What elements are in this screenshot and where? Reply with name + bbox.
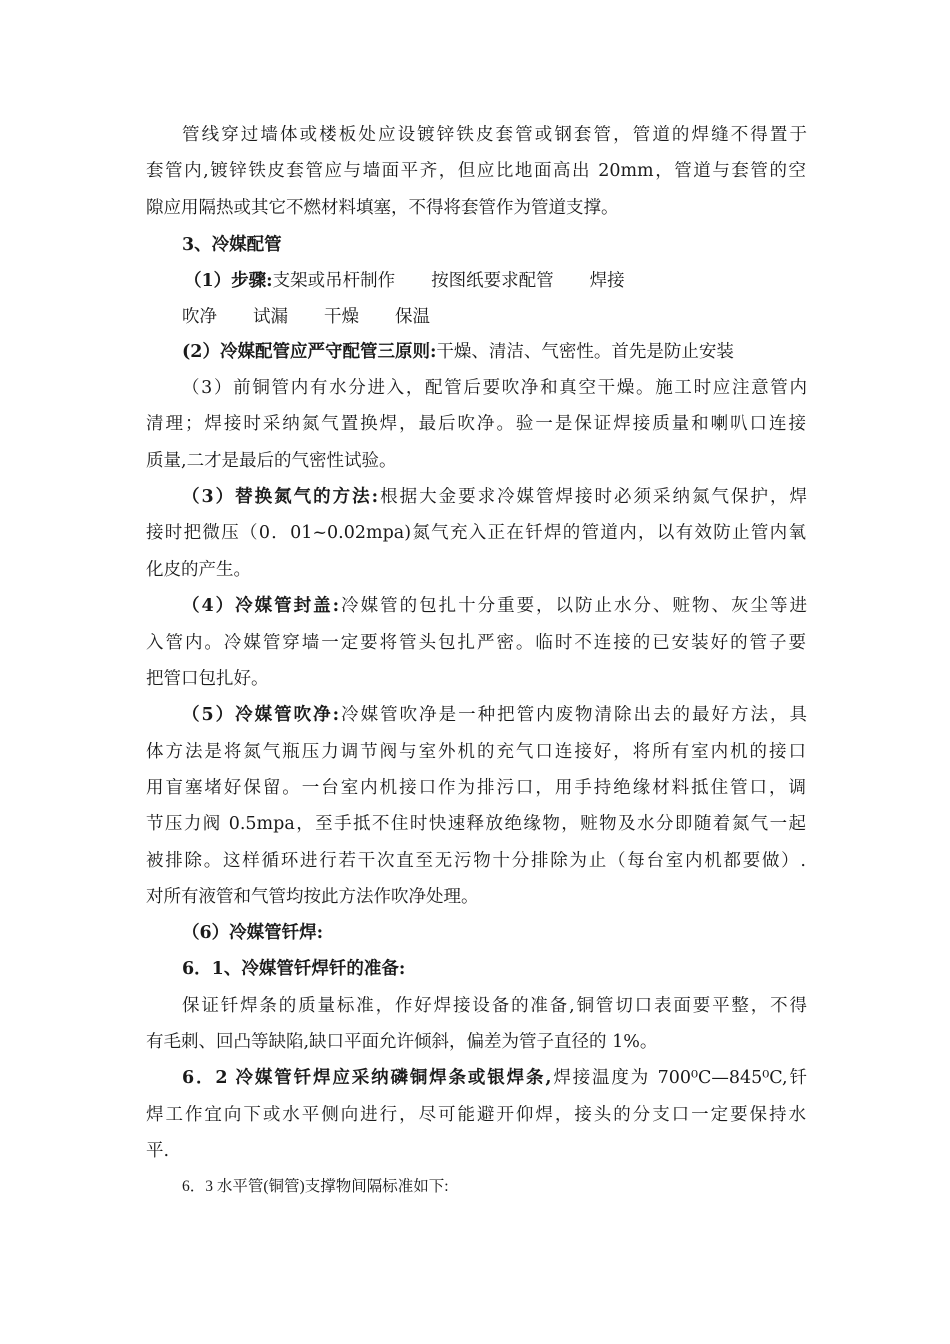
method-label: （3）替换氮气的方法: (182, 487, 379, 507)
paragraph-line: 被排除。这样循环进行若干次直至无污物十分排除为止（每台室内机都要做）. (146, 851, 806, 871)
step-item: 支架或吊杆制作 (272, 271, 396, 291)
step-item: 干燥 (324, 307, 359, 327)
section-heading: 6．1、冷媒管钎焊钎的准备: (182, 959, 406, 979)
paragraph-line: 套管内,镀锌铁皮套管应与墙面平齐，但应比地面高出 20mm，管道与套管的空 (146, 161, 806, 181)
steps-line (182, 306, 842, 328)
section-heading: 6．3 水平管(铜管)支撑物间隔标准如下: (182, 1178, 449, 1195)
paragraph-line: 入管内。冷媒管穿墙一定要将管头包扎严密。临时不连接的已安装好的管子要 (146, 633, 806, 653)
paragraph-line: 用盲塞堵好保留。一台室内机接口作为排污口，用手持绝缘材料抵住管口，调 (146, 778, 806, 798)
paragraph-line: 管线穿过墙体或楼板处应设镀锌铁皮套管或钢套管，管道的焊缝不得置于 (182, 125, 807, 145)
paragraph-line: 平. (146, 1141, 170, 1161)
paragraph-line: （5）冷媒管吹净:冷媒管吹净是一种把管内废物清除出去的最好方法，具 (182, 705, 808, 725)
purge-label: （5）冷媒管吹净: (182, 705, 340, 725)
step-item: 试漏 (253, 307, 288, 327)
principle-label: (2）冷媒配管应严守配管三原则: (182, 342, 437, 362)
paragraph-line: 体方法是将氮气瓶压力调节阀与室外机的充气口连接好，将所有室内机的接口 (146, 742, 806, 762)
paragraph-line: 把管口包扎好。 (146, 669, 269, 689)
paragraph-line: 保证钎焊条的质量标准，作好焊接设备的准备,铜管切口表面要平整，不得 (182, 996, 807, 1016)
seal-label: （4）冷媒管封盖: (182, 596, 340, 616)
step-item: 吹净 (182, 307, 217, 327)
paragraph-line: 质量,二才是最后的气密性试验。 (146, 451, 397, 471)
paragraph-line: 焊工作宜向下或水平侧向进行，尽可能避开仰焊，接头的分支口一定要保持水 (146, 1105, 806, 1125)
step-item: 保温 (395, 307, 430, 327)
principle-text: 干燥、清洁、气密性。首先是防止安装 (436, 342, 734, 362)
paragraph-line: （4）冷媒管封盖:冷媒管的包扎十分重要，以防止水分、赃物、灰尘等进 (182, 596, 808, 616)
paragraph-line: 6．2 冷媒管钎焊应采纳磷铜焊条或银焊条,焊接温度为 700⁰C—845⁰C,钎 (182, 1068, 807, 1088)
paragraph-line: 对所有液管和气管均按此方法作吹净处理。 (146, 887, 479, 907)
step-item: 焊接 (589, 271, 625, 291)
paragraph-line: 化皮的产生。 (146, 560, 251, 580)
paragraph-line: 节压力阀 0.5mpa，至手抵不住时快速释放绝缘物，赃物及水分即随着氮气一起 (146, 814, 806, 834)
paragraph-line: 接时把微压（0．01~0.02mpa)氮气充入正在钎焊的管道内，以有效防止管内氧 (146, 523, 806, 543)
section-heading: 3、冷媒配管 (182, 235, 282, 255)
step-item: 按图纸要求配管 (431, 271, 554, 291)
paragraph-line: 清理；焊接时采纳氮气置换焊，最后吹净。验一是保证焊接质量和喇叭口连接 (146, 414, 806, 434)
paragraph-line: （3）替换氮气的方法:根据大金要求冷媒管焊接时必须采纳氮气保护，焊 (182, 487, 807, 507)
paragraph-line: 有毛刺、回凸等缺陷,缺口平面允许倾斜，偏差为管子直径的 1%。 (146, 1032, 658, 1052)
steps-label: （1）步骤: (184, 271, 273, 291)
paragraph-line: （3）前铜管内有水分进入，配管后要吹净和真空干燥。施工时应注意管内 (182, 378, 807, 398)
steps-line (184, 270, 844, 292)
solder-label: 6．2 冷媒管钎焊应采纳磷铜焊条或银焊条, (182, 1068, 552, 1088)
paragraph-line: 隙应用隔热或其它不燃材料填塞，不得将套管作为管道支撑。 (146, 198, 619, 218)
paragraph-line (182, 341, 807, 363)
section-heading: （6）冷媒管钎焊: (182, 923, 324, 943)
